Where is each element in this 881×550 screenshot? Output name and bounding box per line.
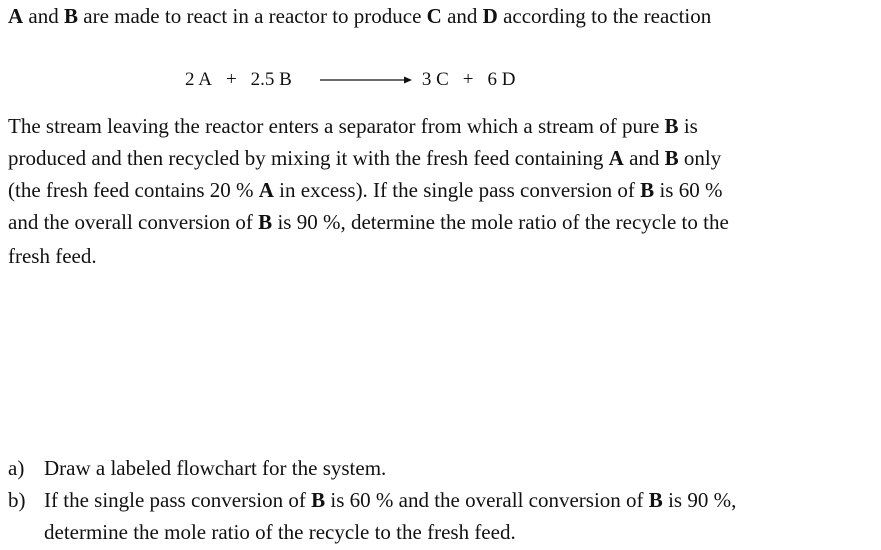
intro-text: according to the reaction	[497, 4, 712, 28]
species-b: B	[664, 146, 679, 170]
paragraph-text: and	[623, 146, 665, 170]
paragraph-text: produced and then recycled by mixing it with the fresh feed containing	[8, 146, 609, 170]
reaction-arrow-icon	[320, 74, 412, 86]
question-text: is 90 %,	[662, 488, 737, 512]
paragraph-text: in excess). If the single pass conversion of	[273, 178, 641, 202]
species-b: B	[648, 488, 663, 512]
species-b: B	[258, 210, 273, 234]
question-a-text: Draw a labeled flowchart for the system.	[44, 456, 387, 480]
plus-sign: +	[462, 69, 474, 90]
question-text: is 60 % and the overall conversion of	[325, 488, 649, 512]
paragraph-text: is 90 %, determine the mole ratio of the recycle to the	[272, 210, 729, 234]
paragraph-text: is 60 %	[654, 178, 723, 202]
species-b: B	[64, 4, 79, 28]
intro-text: are made to react in a reactor to produce	[78, 4, 427, 28]
intro-sentence	[8, 0, 711, 32]
species-d: D	[482, 4, 498, 28]
species-a: A	[8, 4, 24, 28]
species-a: A	[258, 178, 274, 202]
paragraph-text: fresh feed.	[8, 244, 97, 268]
reactant-a: 2 A	[185, 69, 212, 90]
species-b: B	[640, 178, 655, 202]
question-b-line-2: determine the mole ratio of the recycle to the fresh feed.	[44, 520, 516, 544]
paragraph-line-5	[8, 240, 97, 272]
paragraph-text: (the fresh feed contains 20 %	[8, 178, 259, 202]
product-d: 6 D	[487, 69, 516, 90]
plus-sign: +	[225, 69, 237, 90]
paragraph-text: is	[678, 114, 698, 138]
question-text: If the single pass conversion of	[44, 488, 312, 512]
species-b: B	[664, 114, 679, 138]
question-a-label: a)	[8, 456, 25, 480]
product-c: 3 C	[421, 69, 449, 90]
paragraph-line-4	[8, 206, 729, 238]
species-c: C	[426, 4, 442, 28]
paragraph-text: only	[678, 146, 722, 170]
species-a: A	[608, 146, 624, 170]
intro-text: and	[441, 4, 483, 28]
paragraph-text: The stream leaving the reactor enters a separator from which a stream of pure	[8, 114, 665, 138]
reaction-equation	[185, 66, 515, 94]
paragraph-line-2	[8, 142, 721, 174]
question-b-line-1	[44, 484, 736, 516]
paragraph-line-1	[8, 110, 698, 142]
intro-text: and	[23, 4, 64, 28]
species-b: B	[311, 488, 326, 512]
paragraph-text: and the overall conversion of	[8, 210, 259, 234]
reactant-b: 2.5 B	[250, 69, 292, 90]
question-b-label: b)	[8, 488, 26, 512]
paragraph-line-3	[8, 174, 722, 206]
